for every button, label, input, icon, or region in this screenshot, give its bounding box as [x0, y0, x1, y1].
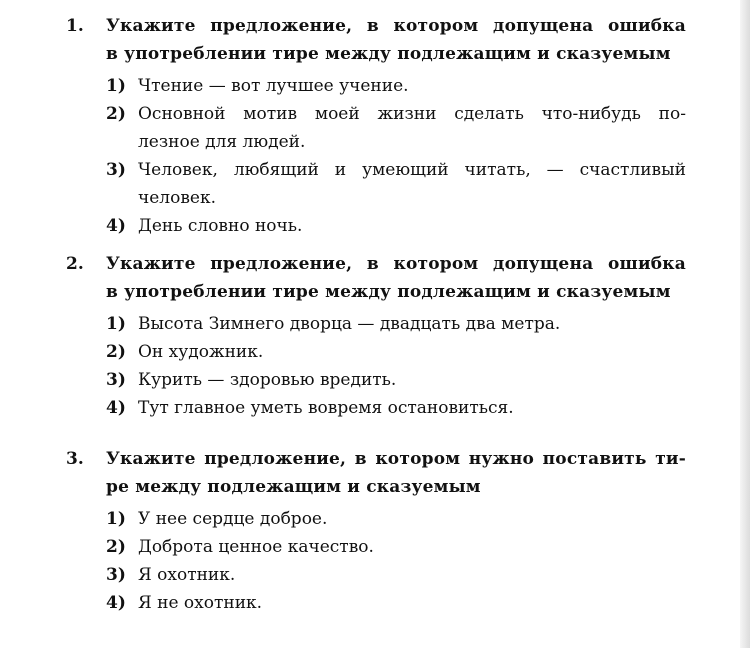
prompt-line: Укажите предложение, в котором допущена ошибка: [106, 16, 686, 36]
option-text: Я не охотник.: [138, 593, 263, 613]
option-text: лезное для людей.: [138, 132, 306, 152]
option-number: 1): [106, 314, 126, 334]
option-number: 3): [106, 370, 126, 390]
question-2: [66, 250, 686, 438]
answer-option: [106, 533, 686, 561]
question-1: [66, 12, 686, 256]
prompt-line: в употреблении тире между подлежащим и сказуемым: [106, 282, 671, 302]
option-number: 1): [106, 509, 126, 529]
answer-option: [106, 505, 686, 533]
answer-options: [106, 72, 686, 240]
option-number: 4): [106, 593, 126, 613]
option-number: 2): [106, 537, 126, 557]
option-number: 2): [106, 104, 126, 124]
prompt-line: ре между подлежащим и сказуемым: [106, 477, 481, 497]
question-prompt: [106, 12, 686, 68]
answer-option: [106, 100, 686, 156]
answer-options: [106, 505, 686, 617]
option-text: День словно ночь.: [138, 216, 303, 236]
answer-option: [106, 156, 686, 212]
answer-options: [106, 310, 686, 422]
question-3: [66, 445, 686, 633]
answer-option: [106, 394, 686, 422]
option-text: Доброта ценное качество.: [138, 537, 374, 557]
option-text: Тут главное уметь вовремя остановиться.: [138, 398, 514, 418]
option-text: Он художник.: [138, 342, 264, 362]
option-text: У нее сердце доброе.: [138, 509, 328, 529]
option-text: Курить — здоровью вредить.: [138, 370, 397, 390]
answer-option: [106, 589, 686, 617]
option-text: Человек, любящий и умеющий читать, — счастливый: [138, 160, 686, 180]
question-number: 1.: [66, 16, 84, 36]
answer-option: [106, 72, 686, 100]
prompt-line: Укажите предложение, в котором нужно поставить ти-: [106, 449, 686, 469]
option-text: Я охотник.: [138, 565, 236, 585]
answer-option: [106, 310, 686, 338]
question-number: 3.: [66, 449, 84, 469]
prompt-line: в употреблении тире между подлежащим и сказуемым: [106, 44, 671, 64]
option-text: Чтение — вот лучшее учение.: [138, 76, 409, 96]
option-number: 3): [106, 565, 126, 585]
answer-option: [106, 366, 686, 394]
option-text: Основной мотив моей жизни сделать что-нибудь по-: [138, 104, 686, 124]
option-text: человек.: [138, 188, 216, 208]
page-edge-shadow: [740, 0, 750, 648]
question-prompt: [106, 445, 686, 501]
option-number: 4): [106, 398, 126, 418]
option-number: 4): [106, 216, 126, 236]
option-number: 1): [106, 76, 126, 96]
option-text: Высота Зимнего дворца — двадцать два метра.: [138, 314, 561, 334]
prompt-line: Укажите предложение, в котором допущена ошибка: [106, 254, 686, 274]
answer-option: [106, 561, 686, 589]
answer-option: [106, 338, 686, 366]
question-prompt: [106, 250, 686, 306]
question-number: 2.: [66, 254, 84, 274]
answer-option: [106, 212, 686, 240]
option-number: 2): [106, 342, 126, 362]
option-number: 3): [106, 160, 126, 180]
